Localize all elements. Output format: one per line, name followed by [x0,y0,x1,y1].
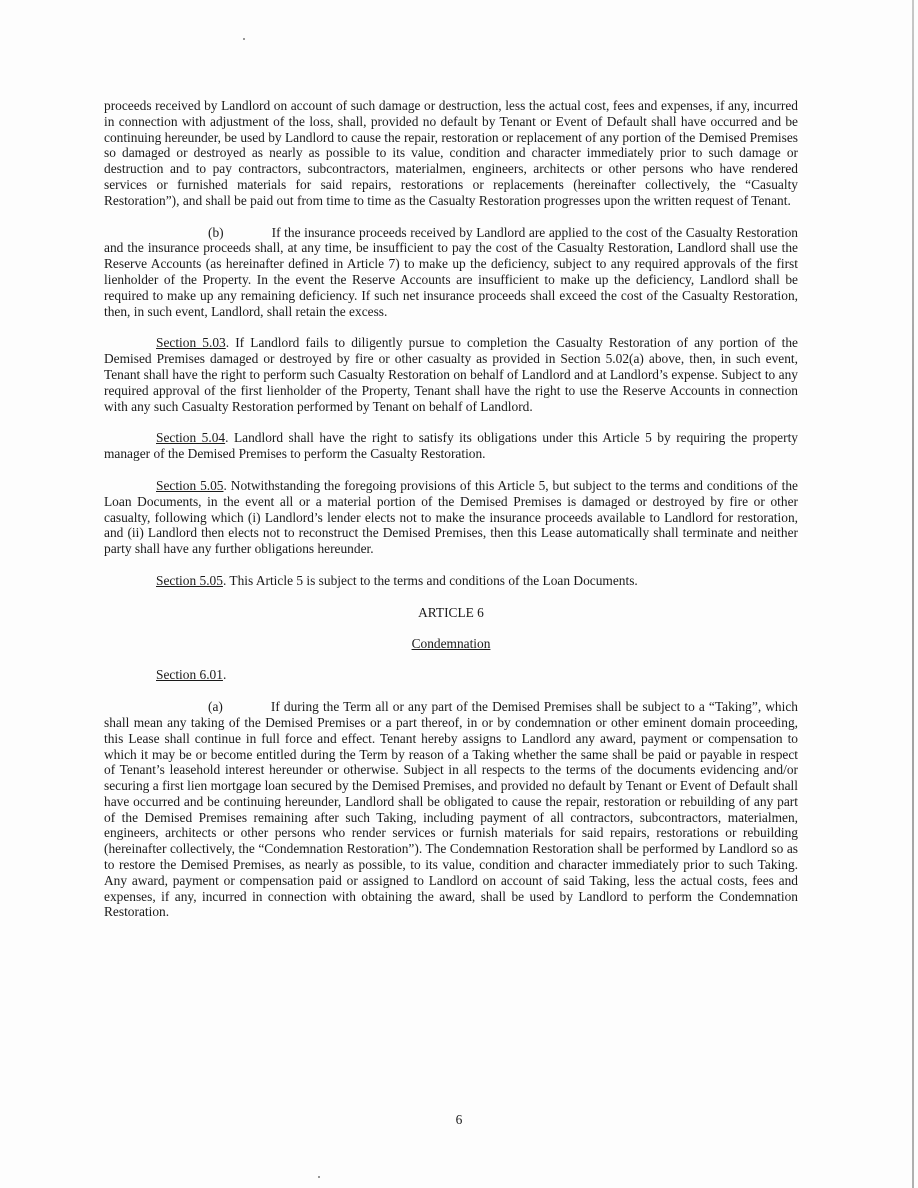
subsection-label: (a) [208,699,223,715]
scan-edge-shadow [912,0,914,1188]
scan-speck [243,38,245,40]
subsection-text: If the insurance proceeds received by Landlord are applied to the cost of the Casualty Restoration and the insurance proceeds shall, at any time, be insufficient to pay the cost of the Casualty Restoration, Landlord shall use the Reserve Accounts (as hereinafter defined in Article 7) to make up the deficiency, subject to any required approvals of the first lienholder of the Property. In the event the Reserve Accounts are insufficient to make up the deficiency, Landlord shall be required to make up any remaining deficiency. If such net insurance proceeds shall exceed the cost of the Casualty Restoration, then, in such event, Landlord, shall retain the excess. [104,224,798,319]
section-text: If Landlord fails to diligently pursue to completion the Casualty Restoration of any portion of the Demised Premises damaged or destroyed by fire or other casualty as provided in Section 5.02(a) above, then, in such event, Tenant shall have the right to perform such Casualty Restoration on behalf of Landlord and at Landlord’s expense. Subject to any required approval of the first lienholder of the Property, Tenant shall have the right to use the Reserve Accounts in connection with any such Casualty Restoration performed by Tenant on behalf of Landlord. [104,335,798,414]
section-5-05-first: Section 5.05. Notwithstanding the foregoing provisions of this Article 5, but subject to the terms and conditions of the Loan Documents, in the event all or a material portion of the Demised Premises is damaged or destroyed by fire or other casualty, following which (i) Landlord’s lender elects not to make the insurance proceeds available to Landlord for restoration, and (ii) Landlord then elects not to reconstruct the Demised Premises, then this Lease automatically shall terminate and neither party shall have any further obligations hereunder. [104,477,798,557]
section-heading: Section 6.01 [156,667,223,683]
scan-speck [318,1176,320,1178]
section-text: Landlord shall have the right to satisfy its obligations under this Article 5 by requiring the property manager of the Demised Premises to perform the Casualty Restoration. [104,430,798,462]
section-heading: Section 5.03 [156,335,226,351]
section-5-03: Section 5.03. If Landlord fails to diligently pursue to completion the Casualty Restoration of any portion of the Demised Premises damaged or destroyed by fire or other casualty as provided in Section 5.02(a) above, then, in such event, Tenant shall have the right to perform such Casualty Restoration on behalf of Landlord and at Landlord’s expense. Subject to any required approval of the first lienholder of the Property, Tenant shall have the right to use the Reserve Accounts in connection with any such Casualty Restoration performed by Tenant on behalf of Landlord. [104,335,798,414]
section-heading: Section 5.04 [156,430,226,446]
section-heading: Section 5.05 [156,572,223,588]
section-text: Notwithstanding the foregoing provisions of this Article 5, but subject to the terms and conditions of the Loan Documents, in the event all or a material portion of the Demised Premises is damaged or destroyed by fire or other casualty, following which (i) Landlord’s lender elects not to make the insurance proceeds available to Landlord for restoration, and (ii) Landlord then elects not to reconstruct the Demised Premises, then this Lease automatically shall terminate and neither party shall have any further obligations hereunder. [104,477,798,557]
section-5-04: Section 5.04. Landlord shall have the right to satisfy its obligations under this Article 5 by requiring the property manager of the Demised Premises to perform the Casualty Restoration. [104,430,798,462]
paragraph-casualty-proceeds: proceeds received by Landlord on account of such damage or destruction, less the actual cost, fees and expenses, if any, incurred in connection with adjustment of the loss, shall, provided no default by Tenant or Event of Default shall have occurred and be continuing hereunder, be used by Landlord to cause the repair, restoration or replacement of any portion of the Demised Premises so damaged or destroyed as nearly as possible to its value, condition and character immediately prior to such damage or destruction and to pay contractors, subcontractors, materialmen, engineers, architects or other persons who have rendered services or furnished materials for said repairs, restorations or replacements (hereinafter collectively, the “Casualty Restoration”), and shall be paid out from time to time as the Casualty Restoration progresses upon the written request of Tenant. [104,98,798,208]
section-text: This Article 5 is subject to the terms and conditions of the Loan Documents. [229,572,638,588]
paragraph-5-02-b [104,225,798,320]
article-heading: ARTICLE 6 [418,604,484,620]
document-body [104,98,798,920]
article-title-text: Condemnation [411,635,491,651]
subsection-label: (b) [208,224,224,240]
section-5-05-second: Section 5.05. This Article 5 is subject to the terms and conditions of the Loan Documents. [156,572,638,588]
section-heading: Section 5.05 [156,477,224,493]
page-number: 6 [455,1112,463,1127]
article-title [104,636,798,652]
subsection-text: If during the Term all or any part of the Demised Premises shall be subject to a “Taking”, which shall mean any taking of the Demised Premises or a part thereof, in or by condemnation or other eminent domain proceeding, this Lease shall continue in full force and effect. Tenant hereby assigns to Landlord any award, payment or compensation to which it may be or become entitled during the Term by reason of a Taking whether the same shall be paid or payable in respect of Tenant’s leasehold interest hereunder or otherwise. Subject in all respects to the terms of the documents evidencing and/or securing a first lien mortgage loan secured by the Demised Premises, and provided no default by Tenant or Event of Default shall have occurred and be continuing hereunder, Landlord shall be obligated to cause the repair, restoration or rebuilding of any part of the Demised Premises remaining after such Taking, including payment of all contractors, subcontractors, materialmen, engineers, architects or other persons who render services or furnish materials for said repairs, restorations or rebuilding (hereinafter collectively, the “Condemnation Restoration”). The Condemnation Restoration shall be performed by Landlord so as to restore the Demised Premises, as nearly as possible, to its value, condition and character immediately prior to such Taking. Any award, payment or compensation paid or assigned to Landlord on account of said Taking, less the actual costs, fees and expenses, if any, incurred in connection with obtaining the award, shall be used by Landlord to perform the Condemnation Restoration. [104,699,798,920]
section-6-01-heading: Section 6.01. [156,667,227,683]
section-6-01-a [104,699,798,920]
